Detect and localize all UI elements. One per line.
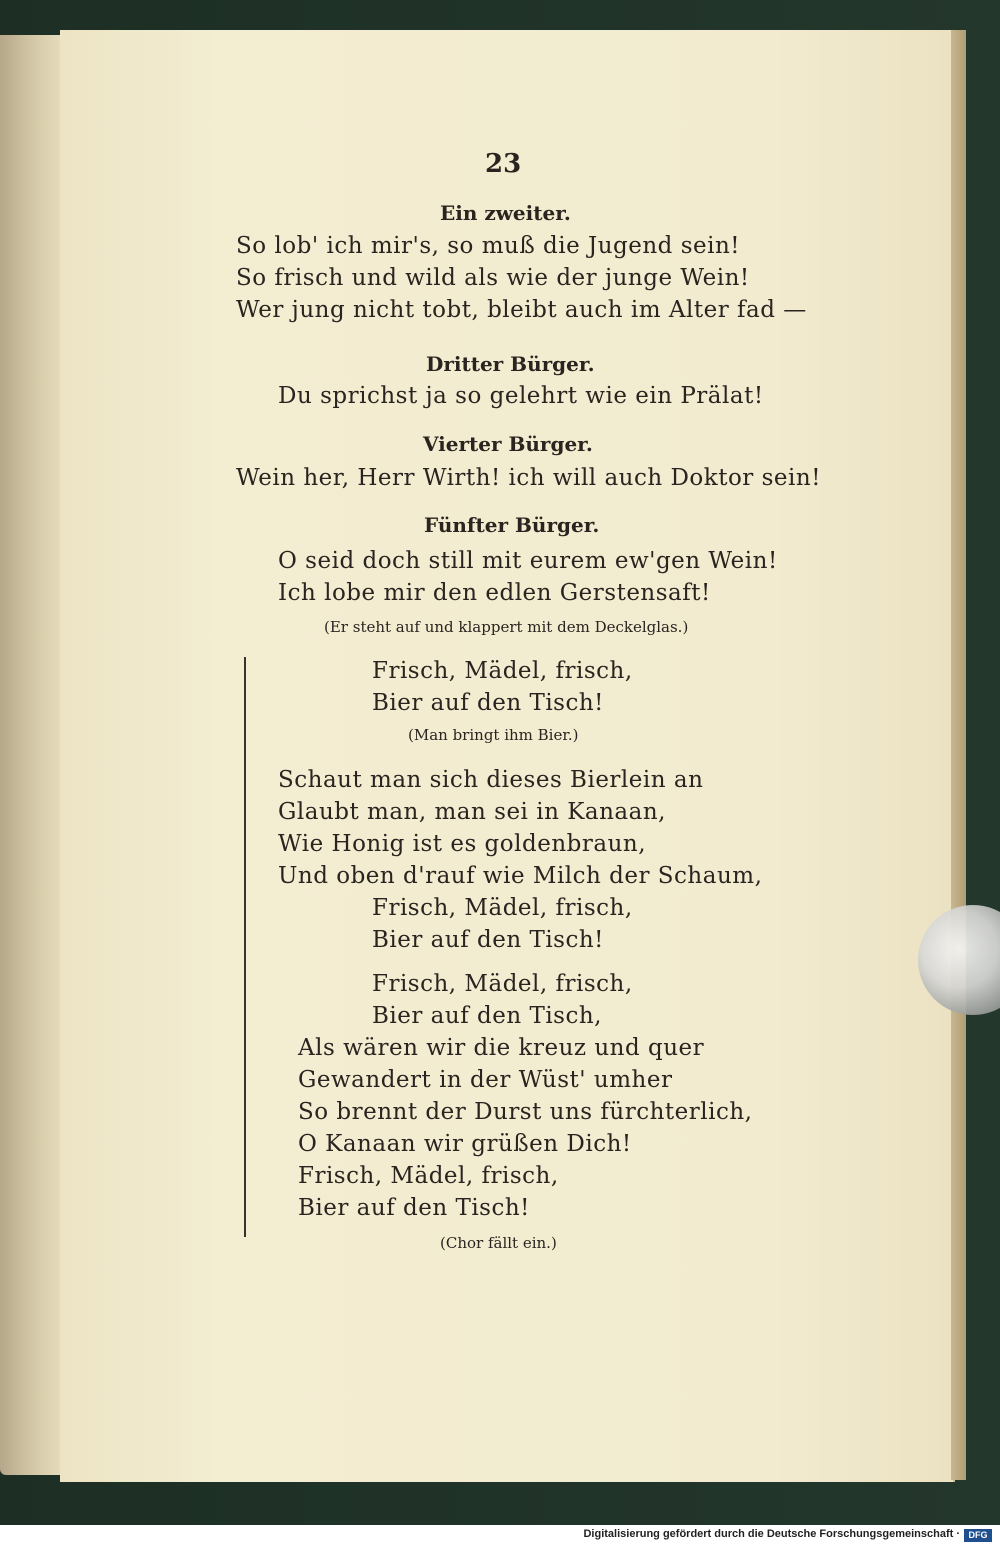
song-line: Wie Honig ist es goldenbraun, bbox=[278, 831, 647, 857]
song-line: Als wären wir die kreuz und quer bbox=[298, 1035, 705, 1061]
speaker-vierter: Vierter Bürger. bbox=[423, 432, 593, 456]
song-line: Glaubt man, man sei in Kanaan, bbox=[278, 799, 666, 825]
verse-line: Ich lobe mir den edlen Gerstensaft! bbox=[278, 580, 711, 606]
song-line: Frisch, Mädel, frisch, bbox=[372, 658, 633, 684]
verse-line: So frisch und wild als wie der junge Wein! bbox=[236, 265, 750, 291]
song-line: Schaut man sich dieses Bierlein an bbox=[278, 767, 704, 793]
page-number: 23 bbox=[485, 149, 522, 179]
stage-direction: (Chor fällt ein.) bbox=[440, 1234, 557, 1252]
song-line: So brennt der Durst uns fürchterlich, bbox=[298, 1099, 753, 1125]
dfg-logo: DFG bbox=[964, 1529, 992, 1542]
song-line: Frisch, Mädel, frisch, bbox=[372, 895, 633, 921]
verse-line: Du sprichst ja so gelehrt wie ein Prälat! bbox=[278, 383, 764, 409]
speaker-dritter: Dritter Bürger. bbox=[426, 352, 595, 376]
speaker-zweiter: Ein zweiter. bbox=[440, 201, 571, 225]
left-page-edge bbox=[0, 35, 66, 1475]
song-line: Bier auf den Tisch! bbox=[372, 927, 604, 953]
song-line: Und oben d'rauf wie Milch der Schaum, bbox=[278, 863, 763, 889]
stage-direction: (Man bringt ihm Bier.) bbox=[408, 726, 579, 744]
song-line: Bier auf den Tisch, bbox=[372, 1003, 602, 1029]
footer-credit: Digitalisierung gefördert durch die Deutsche Forschungsgemeinschaft · bbox=[583, 1528, 960, 1540]
verse-line: Wer jung nicht tobt, bleibt auch im Alter fad — bbox=[236, 297, 807, 323]
verse-line: So lob' ich mir's, so muß die Jugend sein! bbox=[236, 233, 741, 259]
footer-bar bbox=[0, 1525, 1000, 1546]
song-line: Frisch, Mädel, frisch, bbox=[372, 971, 633, 997]
verse-line: O seid doch still mit eurem ew'gen Wein! bbox=[278, 548, 778, 574]
speaker-fuenfter: Fünfter Bürger. bbox=[424, 513, 600, 537]
page-edge-strip bbox=[951, 30, 966, 1480]
song-line: Frisch, Mädel, frisch, bbox=[298, 1163, 559, 1189]
stage-direction: (Er steht auf und klappert mit dem Deckelglas.) bbox=[324, 618, 689, 636]
song-line: Bier auf den Tisch! bbox=[298, 1195, 530, 1221]
verse-bracket-line bbox=[244, 657, 246, 1237]
verse-line: Wein her, Herr Wirth! ich will auch Doktor sein! bbox=[236, 465, 821, 491]
song-line: Gewandert in der Wüst' umher bbox=[298, 1067, 673, 1093]
song-line: Bier auf den Tisch! bbox=[372, 690, 604, 716]
song-line: O Kanaan wir grüßen Dich! bbox=[298, 1131, 632, 1157]
